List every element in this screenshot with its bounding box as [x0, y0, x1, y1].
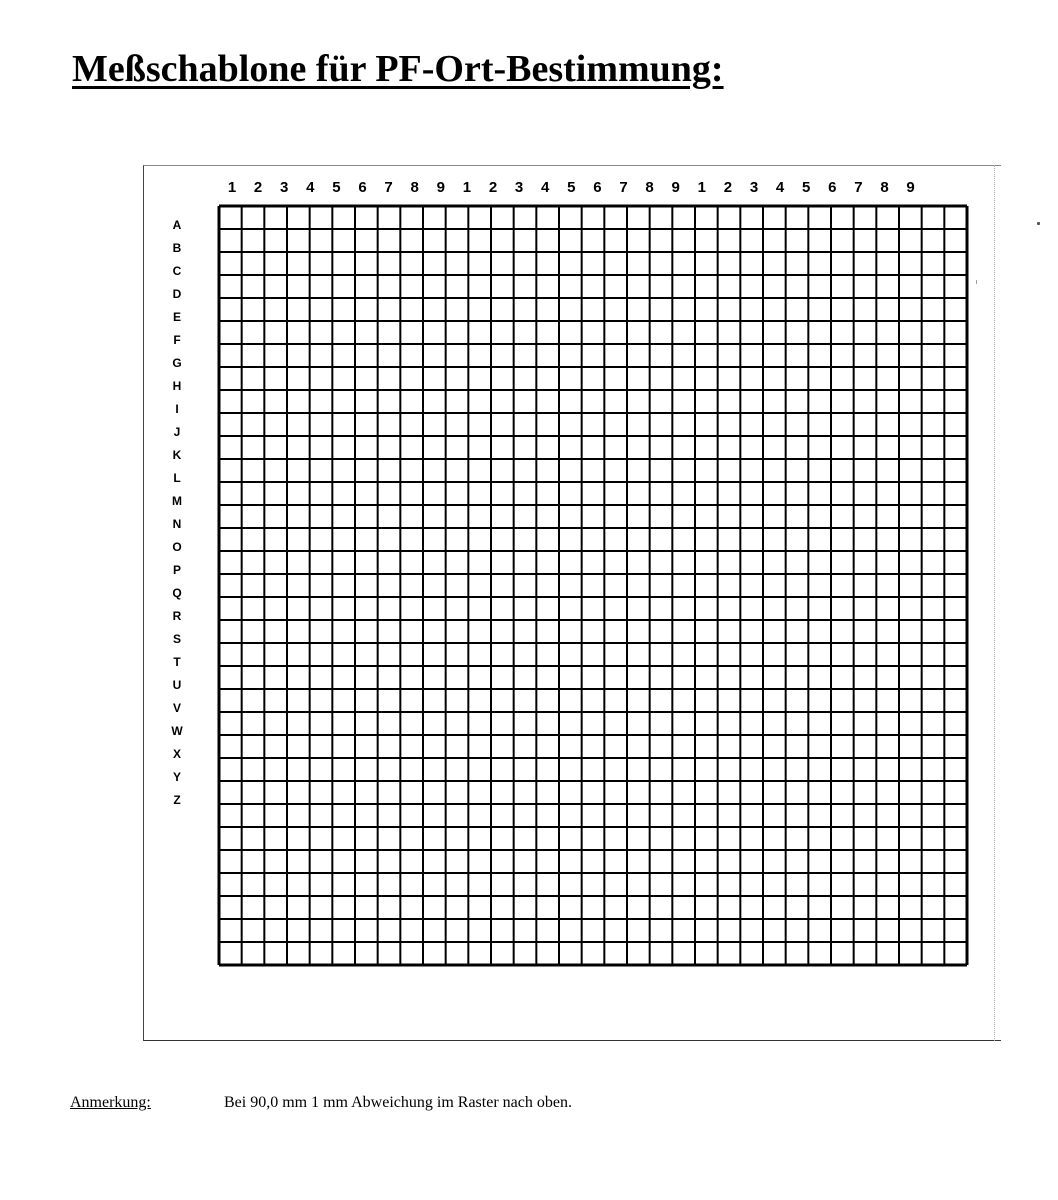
- scan-speck: [1037, 222, 1040, 225]
- row-label: D: [172, 287, 182, 301]
- row-label: U: [172, 678, 182, 692]
- row-label: T: [173, 655, 181, 669]
- column-label: 8: [880, 179, 889, 196]
- row-label: H: [172, 379, 182, 393]
- row-label: S: [172, 632, 182, 646]
- row-label: P: [172, 563, 182, 577]
- column-label: 7: [384, 179, 393, 196]
- row-label: J: [173, 425, 181, 439]
- column-label: 3: [514, 179, 524, 196]
- column-label: 5: [567, 179, 576, 196]
- column-label: 9: [436, 179, 445, 196]
- row-label: V: [172, 701, 182, 715]
- column-label: 4: [306, 179, 315, 196]
- remark: [70, 1094, 572, 1112]
- column-label: 3: [749, 179, 759, 196]
- row-label: I: [175, 402, 179, 416]
- column-label: 6: [358, 179, 367, 196]
- column-label: 4: [775, 179, 785, 196]
- column-label: 7: [619, 179, 628, 196]
- row-label: A: [172, 218, 182, 232]
- column-label: 3: [280, 179, 289, 196]
- column-label: 7: [854, 179, 863, 196]
- row-label: B: [172, 241, 182, 255]
- column-label: 4: [541, 179, 550, 196]
- row-label: R: [172, 609, 182, 623]
- grid-lines: [219, 206, 967, 965]
- row-label: Y: [172, 770, 182, 784]
- row-label: F: [173, 333, 181, 347]
- column-label: 6: [828, 179, 837, 196]
- page-title: Meßschablone für PF-Ort-Bestimmung:: [72, 48, 724, 90]
- column-label: 8: [410, 179, 419, 196]
- column-label: 6: [593, 179, 602, 196]
- column-label: 2: [488, 179, 498, 196]
- column-label: 1: [462, 179, 472, 196]
- row-label: Z: [173, 793, 181, 807]
- row-label: O: [172, 540, 182, 554]
- row-label: E: [172, 310, 182, 324]
- row-label: K: [172, 448, 182, 462]
- column-label: 2: [723, 179, 733, 196]
- remark-text: Bei 90,0 mm 1 mm Abweichung im Raster nach oben.: [224, 1094, 572, 1111]
- column-label: 8: [645, 179, 654, 196]
- row-label: M: [172, 494, 182, 508]
- row-label: N: [172, 517, 182, 531]
- column-label: 9: [671, 179, 680, 196]
- row-label: Q: [172, 586, 182, 600]
- column-label: 5: [802, 179, 811, 196]
- column-label: 2: [253, 179, 263, 196]
- row-label: G: [172, 356, 182, 370]
- column-label: 1: [697, 179, 706, 196]
- scan-speck: [976, 280, 977, 284]
- row-label: C: [172, 264, 182, 278]
- column-labels: [228, 179, 915, 196]
- column-label: 9: [906, 179, 915, 196]
- column-label: 1: [227, 179, 237, 196]
- row-labels: [171, 218, 183, 807]
- row-label: X: [172, 747, 182, 761]
- column-label: 5: [332, 179, 341, 196]
- row-label: W: [171, 724, 183, 738]
- remark-label: Anmerkung:: [70, 1094, 151, 1111]
- row-label: L: [173, 471, 181, 485]
